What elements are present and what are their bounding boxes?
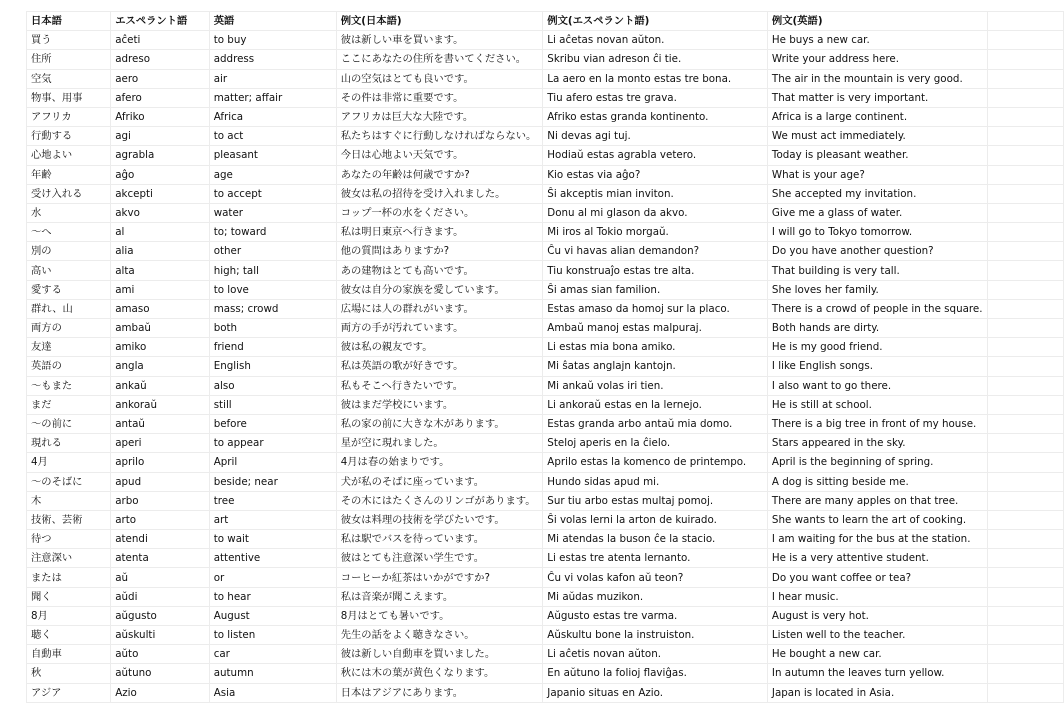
cell-english[interactable]: still xyxy=(209,395,336,414)
cell-english[interactable]: art xyxy=(209,510,336,529)
header-cell-esperanto[interactable]: エスペラント語 xyxy=(111,12,209,31)
cell-example-eo[interactable]: En aŭtuno la folioj flaviĝas. xyxy=(543,664,768,683)
empty-cell[interactable] xyxy=(987,338,1063,357)
cell-esperanto[interactable]: ami xyxy=(111,280,209,299)
cell-japanese[interactable]: 買う xyxy=(27,31,111,50)
empty-cell[interactable] xyxy=(987,683,1063,702)
cell-english[interactable]: or xyxy=(209,568,336,587)
cell-esperanto[interactable]: agrabla xyxy=(111,146,209,165)
header-cell-example-en[interactable]: 例文(英語) xyxy=(767,12,987,31)
cell-example-eo[interactable]: Ŝi akceptis mian inviton. xyxy=(543,184,768,203)
cell-example-ja[interactable]: 他の質問はありますか? xyxy=(336,242,543,261)
header-cell-example-ja[interactable]: 例文(日本語) xyxy=(336,12,543,31)
cell-english[interactable]: to; toward xyxy=(209,223,336,242)
cell-english[interactable]: high; tall xyxy=(209,261,336,280)
cell-japanese[interactable]: 8月 xyxy=(27,606,111,625)
cell-english[interactable]: to wait xyxy=(209,530,336,549)
cell-example-ja[interactable]: 彼はとても注意深い学生です。 xyxy=(336,549,543,568)
cell-esperanto[interactable]: akcepti xyxy=(111,184,209,203)
table-row xyxy=(27,683,1064,702)
table-row xyxy=(27,664,1064,683)
cell-esperanto[interactable]: al xyxy=(111,223,209,242)
cell-japanese[interactable]: 〜へ xyxy=(27,223,111,242)
cell-example-eo[interactable]: Ĉu vi havas alian demandon? xyxy=(543,242,768,261)
table-row xyxy=(27,357,1064,376)
cell-example-eo[interactable]: Ni devas agi tuj. xyxy=(543,127,768,146)
cell-example-en[interactable]: He bought a new car. xyxy=(767,645,987,664)
cell-japanese[interactable]: アジア xyxy=(27,683,111,702)
cell-english[interactable]: pleasant xyxy=(209,146,336,165)
cell-example-en[interactable]: April is the beginning of spring. xyxy=(767,453,987,472)
cell-japanese[interactable]: 聴く xyxy=(27,626,111,645)
cell-english[interactable]: to appear xyxy=(209,434,336,453)
empty-cell[interactable] xyxy=(987,414,1063,433)
cell-english[interactable]: before xyxy=(209,414,336,433)
cell-example-eo[interactable]: Mi iros al Tokio morgaŭ. xyxy=(543,223,768,242)
cell-english[interactable]: friend xyxy=(209,338,336,357)
table-row xyxy=(27,510,1064,529)
table-row xyxy=(27,50,1064,69)
cell-english[interactable]: car xyxy=(209,645,336,664)
empty-cell[interactable] xyxy=(987,395,1063,414)
cell-example-en[interactable]: Write your address here. xyxy=(767,50,987,69)
cell-example-ja[interactable]: コーヒーか紅茶はいかがですか? xyxy=(336,568,543,587)
cell-example-eo[interactable]: Li ankoraŭ estas en la lernejo. xyxy=(543,395,768,414)
cell-example-ja[interactable]: 広場には人の群れがいます。 xyxy=(336,299,543,318)
cell-esperanto[interactable]: angla xyxy=(111,357,209,376)
cell-example-ja[interactable]: 犬が私のそばに座っています。 xyxy=(336,472,543,491)
cell-example-eo[interactable]: Ĉu vi volas kafon aŭ teon? xyxy=(543,568,768,587)
empty-cell[interactable] xyxy=(987,376,1063,395)
cell-example-eo[interactable]: Donu al mi glason da akvo. xyxy=(543,203,768,222)
cell-example-eo[interactable]: La aero en la monto estas tre bona. xyxy=(543,69,768,88)
cell-example-eo[interactable]: Steloj aperis en la ĉielo. xyxy=(543,434,768,453)
cell-example-en[interactable]: I like English songs. xyxy=(767,357,987,376)
cell-example-ja[interactable]: 日本はアジアにあります。 xyxy=(336,683,543,702)
table-row xyxy=(27,69,1064,88)
cell-japanese[interactable]: 聞く xyxy=(27,587,111,606)
empty-cell[interactable] xyxy=(987,223,1063,242)
empty-cell[interactable] xyxy=(987,69,1063,88)
table-row xyxy=(27,549,1064,568)
cell-english[interactable]: to act xyxy=(209,127,336,146)
table-row xyxy=(27,299,1064,318)
cell-japanese[interactable]: 空気 xyxy=(27,69,111,88)
cell-example-ja[interactable]: 彼は新しい自動車を買いました。 xyxy=(336,645,543,664)
cell-example-ja[interactable]: 星が空に現れました。 xyxy=(336,434,543,453)
cell-esperanto[interactable]: akvo xyxy=(111,203,209,222)
cell-example-en[interactable]: He buys a new car. xyxy=(767,31,987,50)
cell-esperanto[interactable]: afero xyxy=(111,88,209,107)
table-row xyxy=(27,626,1064,645)
cell-example-ja[interactable]: 秋には木の葉が黄色くなります。 xyxy=(336,664,543,683)
cell-example-eo[interactable]: Mi ŝatas anglajn kantojn. xyxy=(543,357,768,376)
vocabulary-table xyxy=(26,11,1064,703)
cell-example-eo[interactable]: Sur tiu arbo estas multaj pomoj. xyxy=(543,491,768,510)
cell-example-en[interactable]: Today is pleasant weather. xyxy=(767,146,987,165)
cell-example-en[interactable]: There is a big tree in front of my house. xyxy=(767,414,987,433)
cell-english[interactable]: age xyxy=(209,165,336,184)
cell-example-en[interactable]: The air in the mountain is very good. xyxy=(767,69,987,88)
empty-cell[interactable] xyxy=(987,50,1063,69)
table-row xyxy=(27,261,1064,280)
table-row xyxy=(27,242,1064,261)
cell-japanese[interactable]: 4月 xyxy=(27,453,111,472)
cell-esperanto[interactable]: aero xyxy=(111,69,209,88)
cell-esperanto[interactable]: atendi xyxy=(111,530,209,549)
cell-english[interactable]: water xyxy=(209,203,336,222)
cell-esperanto[interactable]: Afriko xyxy=(111,107,209,126)
table-row xyxy=(27,376,1064,395)
cell-esperanto[interactable]: aĉeti xyxy=(111,31,209,50)
empty-cell[interactable] xyxy=(987,491,1063,510)
empty-cell[interactable] xyxy=(987,261,1063,280)
cell-example-en[interactable]: There is a crowd of people in the square. xyxy=(767,299,987,318)
cell-example-en[interactable]: He is a very attentive student. xyxy=(767,549,987,568)
cell-example-ja[interactable]: 私は英語の歌が好きです。 xyxy=(336,357,543,376)
cell-japanese[interactable]: 友達 xyxy=(27,338,111,357)
cell-esperanto[interactable]: arto xyxy=(111,510,209,529)
cell-esperanto[interactable]: ankaŭ xyxy=(111,376,209,395)
empty-cell[interactable] xyxy=(987,280,1063,299)
table-row xyxy=(27,530,1064,549)
cell-example-ja[interactable]: 私たちはすぐに行動しなければならない。 xyxy=(336,127,543,146)
cell-example-eo[interactable]: Hundo sidas apud mi. xyxy=(543,472,768,491)
cell-japanese[interactable]: 秋 xyxy=(27,664,111,683)
table-row xyxy=(27,606,1064,625)
empty-cell[interactable] xyxy=(987,357,1063,376)
empty-cell[interactable] xyxy=(987,107,1063,126)
cell-example-eo[interactable]: Skribu vian adreson ĉi tie. xyxy=(543,50,768,69)
cell-example-en[interactable]: What is your age? xyxy=(767,165,987,184)
table-row xyxy=(27,127,1064,146)
cell-example-ja[interactable]: 8月はとても暑いです。 xyxy=(336,606,543,625)
cell-example-ja[interactable]: 私は音楽が聞こえます。 xyxy=(336,587,543,606)
cell-esperanto[interactable]: ankoraŭ xyxy=(111,395,209,414)
cell-example-ja[interactable]: 彼はまだ学校にいます。 xyxy=(336,395,543,414)
cell-example-en[interactable]: A dog is sitting beside me. xyxy=(767,472,987,491)
empty-cell[interactable] xyxy=(987,31,1063,50)
cell-example-ja[interactable]: 両方の手が汚れています。 xyxy=(336,319,543,338)
cell-esperanto[interactable]: arbo xyxy=(111,491,209,510)
table-row xyxy=(27,434,1064,453)
cell-example-en[interactable]: I will go to Tokyo tomorrow. xyxy=(767,223,987,242)
empty-cell[interactable] xyxy=(987,242,1063,261)
cell-example-en[interactable]: I am waiting for the bus at the station. xyxy=(767,530,987,549)
cell-example-en[interactable]: Stars appeared in the sky. xyxy=(767,434,987,453)
table-row xyxy=(27,395,1064,414)
cell-example-en[interactable]: Both hands are dirty. xyxy=(767,319,987,338)
cell-english[interactable]: April xyxy=(209,453,336,472)
cell-esperanto[interactable]: amaso xyxy=(111,299,209,318)
cell-english[interactable]: matter; affair xyxy=(209,88,336,107)
empty-cell[interactable] xyxy=(987,319,1063,338)
cell-example-en[interactable]: That matter is very important. xyxy=(767,88,987,107)
cell-example-eo[interactable]: Li aĉetis novan aŭton. xyxy=(543,645,768,664)
header-cell-english[interactable]: 英語 xyxy=(209,12,336,31)
cell-english[interactable]: to accept xyxy=(209,184,336,203)
empty-cell[interactable] xyxy=(987,184,1063,203)
cell-japanese[interactable]: 現れる xyxy=(27,434,111,453)
cell-example-eo[interactable]: Tiu konstruaĵo estas tre alta. xyxy=(543,261,768,280)
table-row xyxy=(27,568,1064,587)
cell-esperanto[interactable]: alia xyxy=(111,242,209,261)
cell-japanese[interactable]: 〜もまた xyxy=(27,376,111,395)
cell-example-ja[interactable]: 私の家の前に大きな木があります。 xyxy=(336,414,543,433)
cell-example-en[interactable]: Give me a glass of water. xyxy=(767,203,987,222)
cell-japanese[interactable]: 心地よい xyxy=(27,146,111,165)
cell-example-ja[interactable]: あの建物はとても高いです。 xyxy=(336,261,543,280)
empty-cell[interactable] xyxy=(987,568,1063,587)
empty-cell[interactable] xyxy=(987,664,1063,683)
cell-english[interactable]: to hear xyxy=(209,587,336,606)
cell-example-eo[interactable]: Hodiaŭ estas agrabla vetero. xyxy=(543,146,768,165)
cell-esperanto[interactable]: aperi xyxy=(111,434,209,453)
cell-english[interactable]: to listen xyxy=(209,626,336,645)
cell-example-ja[interactable]: その木にはたくさんのリンゴがあります。 xyxy=(336,491,543,510)
cell-esperanto[interactable]: alta xyxy=(111,261,209,280)
cell-english[interactable]: beside; near xyxy=(209,472,336,491)
cell-japanese[interactable]: 住所 xyxy=(27,50,111,69)
cell-example-ja[interactable]: 山の空気はとても良いです。 xyxy=(336,69,543,88)
cell-example-ja[interactable]: 私は駅でバスを待っています。 xyxy=(336,530,543,549)
cell-japanese[interactable]: 技術、芸術 xyxy=(27,510,111,529)
table-row xyxy=(27,645,1064,664)
cell-esperanto[interactable]: aŭ xyxy=(111,568,209,587)
cell-example-ja[interactable]: 彼女は自分の家族を愛しています。 xyxy=(336,280,543,299)
cell-english[interactable]: mass; crowd xyxy=(209,299,336,318)
header-row xyxy=(27,12,1064,31)
empty-cell[interactable] xyxy=(987,127,1063,146)
cell-esperanto[interactable]: atenta xyxy=(111,549,209,568)
cell-esperanto[interactable]: amiko xyxy=(111,338,209,357)
cell-japanese[interactable]: 注意深い xyxy=(27,549,111,568)
empty-cell[interactable] xyxy=(987,203,1063,222)
cell-english[interactable]: tree xyxy=(209,491,336,510)
cell-example-eo[interactable]: Estas amaso da homoj sur la placo. xyxy=(543,299,768,318)
table-row xyxy=(27,319,1064,338)
cell-english[interactable]: to love xyxy=(209,280,336,299)
empty-cell[interactable] xyxy=(987,549,1063,568)
empty-cell[interactable] xyxy=(987,530,1063,549)
cell-japanese[interactable]: 別の xyxy=(27,242,111,261)
table-row xyxy=(27,587,1064,606)
cell-english[interactable]: attentive xyxy=(209,549,336,568)
cell-esperanto[interactable]: ambaŭ xyxy=(111,319,209,338)
cell-example-ja[interactable]: 彼女は私の招待を受け入れました。 xyxy=(336,184,543,203)
cell-example-eo[interactable]: Estas granda arbo antaŭ mia domo. xyxy=(543,414,768,433)
cell-esperanto[interactable]: aŭgusto xyxy=(111,606,209,625)
table-row xyxy=(27,414,1064,433)
header-cell-japanese[interactable]: 日本語 xyxy=(27,12,111,31)
cell-example-en[interactable]: He is still at school. xyxy=(767,395,987,414)
cell-example-en[interactable]: She accepted my invitation. xyxy=(767,184,987,203)
table-row xyxy=(27,203,1064,222)
cell-esperanto[interactable]: apud xyxy=(111,472,209,491)
cell-esperanto[interactable]: aŭskulti xyxy=(111,626,209,645)
cell-example-ja[interactable]: コップ一杯の水をください。 xyxy=(336,203,543,222)
cell-example-ja[interactable]: アフリカは巨大な大陸です。 xyxy=(336,107,543,126)
cell-japanese[interactable]: 愛する xyxy=(27,280,111,299)
cell-example-eo[interactable]: Mi ankaŭ volas iri tien. xyxy=(543,376,768,395)
cell-english[interactable]: autumn xyxy=(209,664,336,683)
cell-example-eo[interactable]: Li estas mia bona amiko. xyxy=(543,338,768,357)
cell-japanese[interactable]: 自動車 xyxy=(27,645,111,664)
cell-example-en[interactable]: She wants to learn the art of cooking. xyxy=(767,510,987,529)
cell-japanese[interactable]: 水 xyxy=(27,203,111,222)
cell-japanese[interactable]: 英語の xyxy=(27,357,111,376)
cell-japanese[interactable]: 物事、用事 xyxy=(27,88,111,107)
empty-cell[interactable] xyxy=(987,88,1063,107)
cell-english[interactable]: both xyxy=(209,319,336,338)
cell-example-eo[interactable]: Mi aŭdas muzikon. xyxy=(543,587,768,606)
table-row xyxy=(27,491,1064,510)
table-row xyxy=(27,88,1064,107)
cell-example-eo[interactable]: Japanio situas en Azio. xyxy=(543,683,768,702)
cell-japanese[interactable]: まだ xyxy=(27,395,111,414)
cell-japanese[interactable]: 年齢 xyxy=(27,165,111,184)
cell-example-eo[interactable]: Aprilo estas la komenco de printempo. xyxy=(543,453,768,472)
cell-example-eo[interactable]: Ŝi amas sian familion. xyxy=(543,280,768,299)
empty-cell[interactable] xyxy=(987,146,1063,165)
cell-example-eo[interactable]: Ambaŭ manoj estas malpuraj. xyxy=(543,319,768,338)
table-row xyxy=(27,453,1064,472)
cell-example-ja[interactable]: 彼女は料理の技術を学びたいです。 xyxy=(336,510,543,529)
cell-example-eo[interactable]: Afriko estas granda kontinento. xyxy=(543,107,768,126)
empty-cell[interactable] xyxy=(987,645,1063,664)
cell-example-ja[interactable]: 彼は新しい車を買います。 xyxy=(336,31,543,50)
cell-example-en[interactable]: In autumn the leaves turn yellow. xyxy=(767,664,987,683)
cell-example-eo[interactable]: Kio estas via aĝo? xyxy=(543,165,768,184)
cell-esperanto[interactable]: aprilo xyxy=(111,453,209,472)
cell-example-en[interactable]: Do you want coffee or tea? xyxy=(767,568,987,587)
cell-esperanto[interactable]: aŭdi xyxy=(111,587,209,606)
cell-japanese[interactable]: または xyxy=(27,568,111,587)
table-row xyxy=(27,31,1064,50)
cell-example-en[interactable]: He is my good friend. xyxy=(767,338,987,357)
cell-example-en[interactable]: August is very hot. xyxy=(767,606,987,625)
empty-cell[interactable] xyxy=(987,510,1063,529)
cell-japanese[interactable]: アフリカ xyxy=(27,107,111,126)
empty-cell[interactable] xyxy=(987,587,1063,606)
cell-japanese[interactable]: 〜の前に xyxy=(27,414,111,433)
cell-japanese[interactable]: 受け入れる xyxy=(27,184,111,203)
table-row xyxy=(27,338,1064,357)
cell-english[interactable]: August xyxy=(209,606,336,625)
cell-esperanto[interactable]: aŭtuno xyxy=(111,664,209,683)
cell-example-ja[interactable]: 私は明日東京へ行きます。 xyxy=(336,223,543,242)
table-row xyxy=(27,280,1064,299)
cell-example-ja[interactable]: ここにあなたの住所を書いてください。 xyxy=(336,50,543,69)
cell-example-eo[interactable]: Mi atendas la buson ĉe la stacio. xyxy=(543,530,768,549)
cell-example-eo[interactable]: Li estas tre atenta lernanto. xyxy=(543,549,768,568)
cell-example-ja[interactable]: あなたの年齢は何歳ですか? xyxy=(336,165,543,184)
cell-example-en[interactable]: Do you have another question? xyxy=(767,242,987,261)
cell-example-ja[interactable]: 彼は私の親友です。 xyxy=(336,338,543,357)
table-row xyxy=(27,165,1064,184)
cell-japanese[interactable]: 待つ xyxy=(27,530,111,549)
empty-cell[interactable] xyxy=(987,299,1063,318)
cell-japanese[interactable]: 行動する xyxy=(27,127,111,146)
cell-example-en[interactable]: Africa is a large continent. xyxy=(767,107,987,126)
cell-esperanto[interactable]: Azio xyxy=(111,683,209,702)
cell-english[interactable]: also xyxy=(209,376,336,395)
empty-cell[interactable] xyxy=(987,165,1063,184)
empty-cell[interactable] xyxy=(987,472,1063,491)
cell-japanese[interactable]: 木 xyxy=(27,491,111,510)
empty-cell[interactable] xyxy=(987,606,1063,625)
empty-cell[interactable] xyxy=(987,12,1063,31)
cell-example-ja[interactable]: その件は非常に重要です。 xyxy=(336,88,543,107)
cell-example-en[interactable]: I hear music. xyxy=(767,587,987,606)
cell-esperanto[interactable]: aĝo xyxy=(111,165,209,184)
cell-english[interactable]: to buy xyxy=(209,31,336,50)
cell-japanese[interactable]: 高い xyxy=(27,261,111,280)
cell-japanese[interactable]: 群れ、山 xyxy=(27,299,111,318)
empty-cell[interactable] xyxy=(987,434,1063,453)
cell-example-eo[interactable]: Aŭgusto estas tre varma. xyxy=(543,606,768,625)
cell-example-ja[interactable]: 先生の話をよく聴きなさい。 xyxy=(336,626,543,645)
cell-japanese[interactable]: 〜のそばに xyxy=(27,472,111,491)
cell-example-eo[interactable]: Aŭskultu bone la instruiston. xyxy=(543,626,768,645)
table-row xyxy=(27,146,1064,165)
cell-example-en[interactable]: She loves her family. xyxy=(767,280,987,299)
cell-english[interactable]: Asia xyxy=(209,683,336,702)
table-row xyxy=(27,223,1064,242)
cell-example-en[interactable]: That building is very tall. xyxy=(767,261,987,280)
cell-example-ja[interactable]: 4月は春の始まりです。 xyxy=(336,453,543,472)
cell-example-eo[interactable]: Tiu afero estas tre grava. xyxy=(543,88,768,107)
header-cell-example-eo[interactable]: 例文(エスペラント語) xyxy=(543,12,768,31)
cell-example-ja[interactable]: 私もそこへ行きたいです。 xyxy=(336,376,543,395)
cell-example-en[interactable]: There are many apples on that tree. xyxy=(767,491,987,510)
table-row xyxy=(27,472,1064,491)
cell-example-en[interactable]: Japan is located in Asia. xyxy=(767,683,987,702)
cell-example-eo[interactable]: Ŝi volas lerni la arton de kuirado. xyxy=(543,510,768,529)
table-row xyxy=(27,184,1064,203)
cell-esperanto[interactable]: aŭto xyxy=(111,645,209,664)
cell-example-ja[interactable]: 今日は心地よい天気です。 xyxy=(336,146,543,165)
empty-cell[interactable] xyxy=(987,453,1063,472)
cell-english[interactable]: address xyxy=(209,50,336,69)
cell-english[interactable]: Africa xyxy=(209,107,336,126)
empty-cell[interactable] xyxy=(987,626,1063,645)
cell-esperanto[interactable]: antaŭ xyxy=(111,414,209,433)
cell-esperanto[interactable]: agi xyxy=(111,127,209,146)
cell-english[interactable]: English xyxy=(209,357,336,376)
cell-example-en[interactable]: We must act immediately. xyxy=(767,127,987,146)
cell-japanese[interactable]: 両方の xyxy=(27,319,111,338)
cell-example-en[interactable]: I also want to go there. xyxy=(767,376,987,395)
cell-english[interactable]: other xyxy=(209,242,336,261)
cell-example-en[interactable]: Listen well to the teacher. xyxy=(767,626,987,645)
cell-english[interactable]: air xyxy=(209,69,336,88)
cell-example-eo[interactable]: Li aĉetas novan aŭton. xyxy=(543,31,768,50)
table-row xyxy=(27,107,1064,126)
cell-esperanto[interactable]: adreso xyxy=(111,50,209,69)
